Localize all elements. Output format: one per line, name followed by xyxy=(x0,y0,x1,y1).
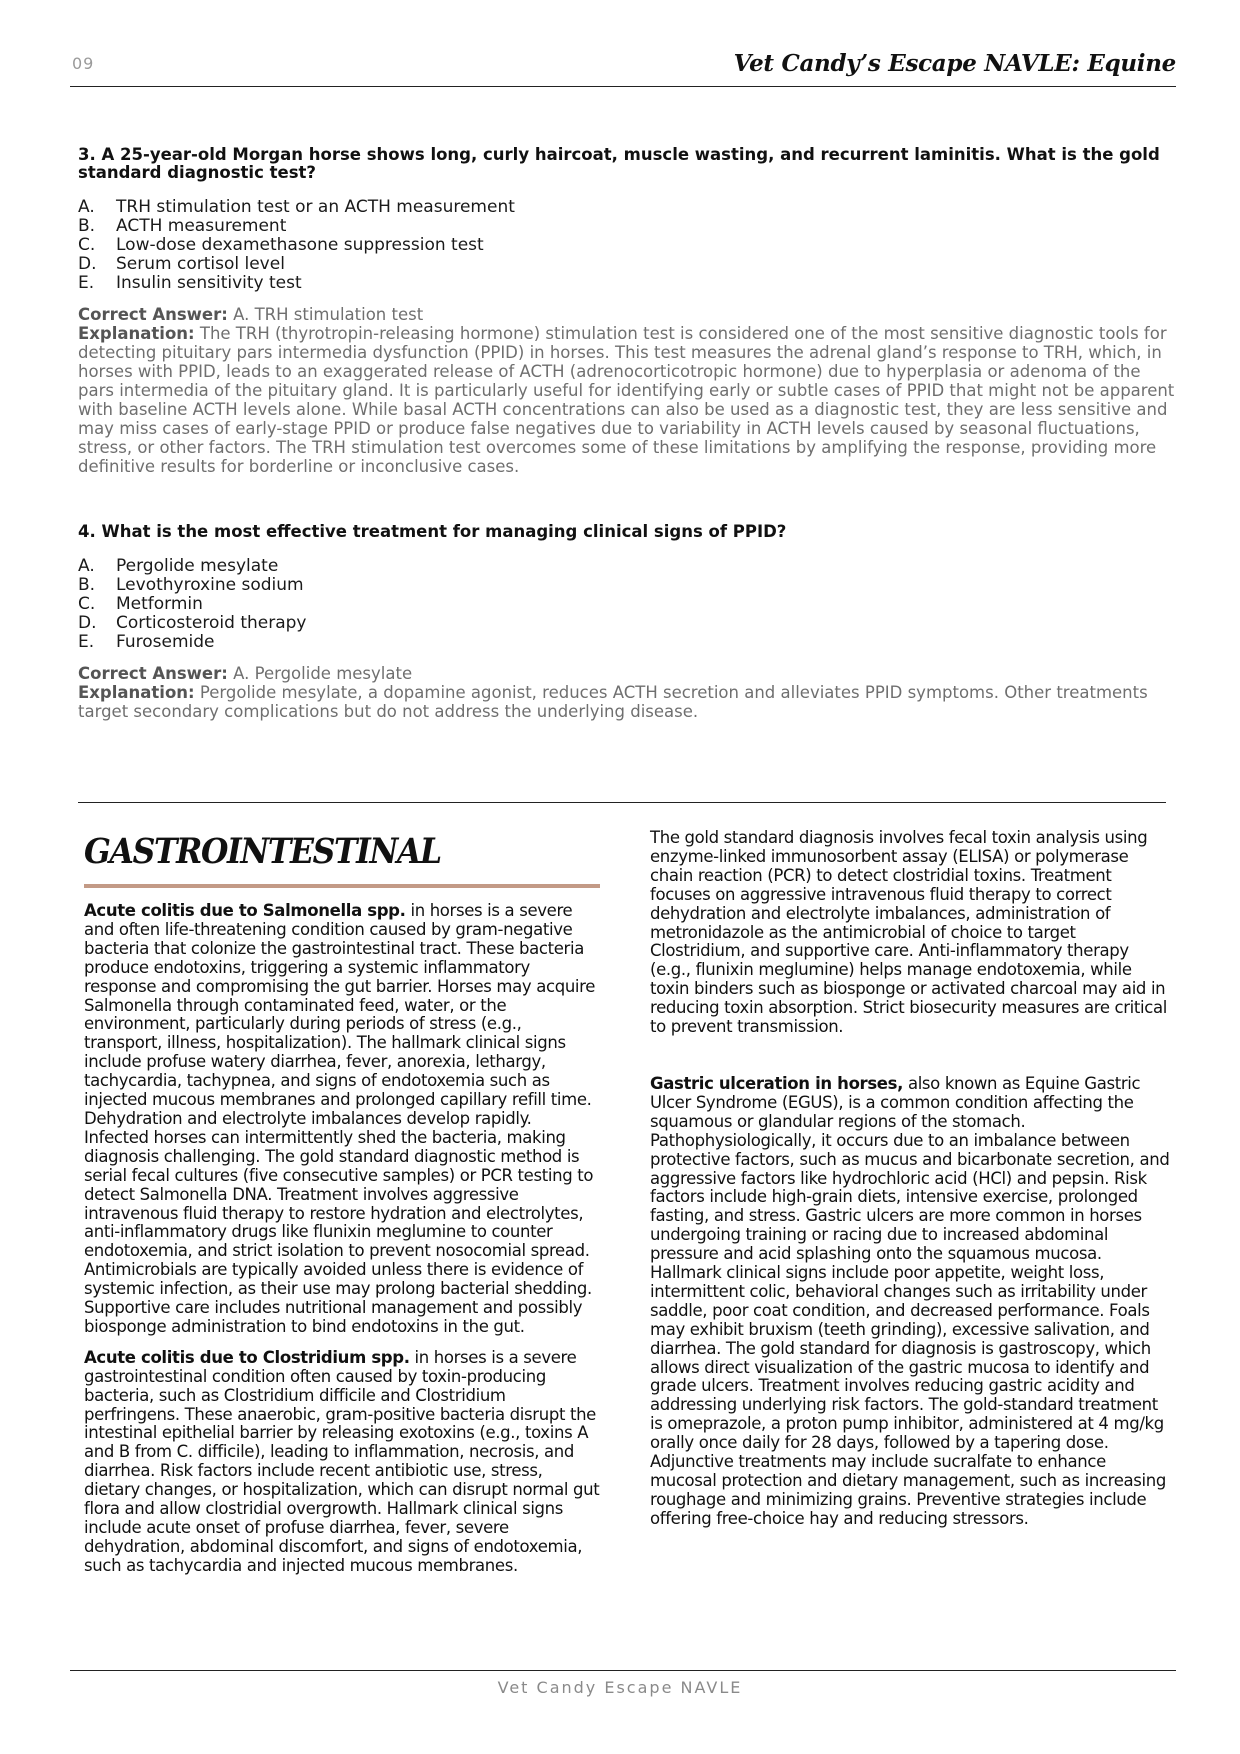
gastric-text: also known as Equine Gastric Ulcer Syndrome (EGUS), is a common condition affecting the squamous or glandular regions of the stomach. Pathophysiologically, it occurs due to an imbalance between protective factors, such as mucus and bicarbonate secretion, and aggressive factors like hydrochloric acid (HCl) and pepsin. Risk factors include high-grain diets, intensive exercise, prolonged fasting, and stress. Gastric ulcers are more common in horses undergoing training or racing due to increased abdominal pressure and acid splashing onto the squamous mucosa. Hallmark clinical signs include poor appetite, weight loss, intermittent colic, behavioral changes such as irritability under saddle, poor coat condition, and decreased performance. Foals may exhibit bruxism (teeth grinding), excessive salivation, and diarrhea. The gold standard for diagnosis is gastroscopy, which allows direct visualization of the gastric mucosa to identify and grade ulcers. Treatment involves reducing gastric acidity and addressing underlying risk factors. The gold-standard treatment is omeprazole, a proton pump inhibitor, administered at 4 mg/kg orally once daily for 28 days, followed by a tapering dose. Adjunctive treatments may include sucralfate to enhance mucosal protection and dietary management, such as increasing roughage and minimizing grains. Preventive strategies include offering free-choice hay and reducing stressors. xyxy=(650,1073,1170,1528)
explanation-text: Pergolide mesylate, a dopamine agonist, reduces ACTH secretion and alleviates PPID symptoms. Other treatments target secondary complications but do not address the underlying disease. xyxy=(78,683,1148,721)
option-text: Insulin sensitivity test xyxy=(116,273,302,293)
gastric-lead: Gastric ulceration in horses, xyxy=(650,1073,904,1093)
clostridium-continued-paragraph: The gold standard diagnosis involves fecal toxin analysis using enzyme-linked immunosorbent assay (ELISA) or polymerase chain reaction (PCR) to detect clostridial toxins. Treatment focuses on aggressive intravenous fluid therapy to correct dehydration and electrolyte imbalances, administration of metronidazole as the antimicrobial of choice to target Clostridium, and supportive care. Anti-inflammatory therapy (e.g., flunixin meglumine) helps manage endotoxemia, while toxin binders such as biosponge or activated charcoal may aid in reducing toxin absorption. Strict biosecurity measures are critical to prevent transmission. xyxy=(650,828,1167,1037)
explanation-label: Explanation: xyxy=(78,683,195,702)
option-item xyxy=(78,576,1178,595)
clostridium-lead: Acute colitis due to Clostridium spp. xyxy=(84,1347,410,1367)
answer-text: A. TRH stimulation test xyxy=(227,305,424,324)
option-item xyxy=(78,217,1178,236)
explanation xyxy=(78,683,1178,721)
page-number: 09 xyxy=(72,54,95,73)
option-item xyxy=(78,595,1178,614)
question-text: 3. A 25-year-old Morgan horse shows long, curly haircoat, muscle wasting, and recurrent laminitis. What is the gold standard diagnostic test? xyxy=(78,145,1160,182)
clostridium-paragraph xyxy=(84,1349,600,1576)
salmonella-paragraph xyxy=(84,902,600,1337)
option-text: ACTH measurement xyxy=(116,216,287,236)
option-letter: C. xyxy=(78,235,96,255)
option-text: Serum cortisol level xyxy=(116,254,285,274)
page-header xyxy=(70,50,1176,87)
explanation xyxy=(78,324,1178,476)
question-block xyxy=(78,146,1178,476)
salmonella-text: in horses is a severe and often life-threatening condition caused by gram-negative bacteria that colonize the gastrointestinal tract. These bacteria produce endotoxins, triggering a systemic inflammatory response and compromising the gut barrier. Horses may acquire Salmonella through contaminated feed, water, or the environment, particularly during periods of stress (e.g., transport, illness, hospitalization). The hallmark clinical signs include profuse watery diarrhea, fever, anorexia, lethargy, tachycardia, tachypnea, and signs of endotoxemia such as injected mucous membranes and prolonged capillary refill time. Dehydration and electrolyte imbalances develop rapidly. Infected horses can intermittently shed the bacteria, making diagnosis challenging. The gold standard diagnostic method is serial fecal cultures (five consecutive samples) or PCR testing to detect Salmonella DNA. Treatment involves aggressive intravenous fluid therapy to restore hydration and electrolytes, anti-inflammatory drugs like flunixin meglumine to counter endotoxemia, and strict isolation to prevent nosocomial spread. Antimicrobials are typically avoided unless there is evidence of systemic infection, as their use may prolong bacterial shedding. Supportive care includes nutritional management and possibly biosponge administration to bind endotoxins in the gut. xyxy=(84,901,596,1336)
option-letter: D. xyxy=(78,613,97,633)
option-letter: B. xyxy=(78,575,96,595)
option-item xyxy=(78,274,1178,293)
answer-text: A. Pergolide mesylate xyxy=(227,664,413,683)
answer-label: Correct Answer: xyxy=(78,664,228,683)
option-text: Pergolide mesylate xyxy=(116,556,279,576)
explanation-text: The TRH (thyrotropin-releasing hormone) stimulation test is considered one of the most sensitive diagnostic tools for detecting pituitary pars intermedia dysfunction (PPID) in horses. This test measures the adrenal gland’s response to TRH, which, in horses with PPID, leads to an exaggerated release of ACTH (adrenocorticotropic hormone) due to hyperplasia or adenoma of the pars intermedia of the pituitary gland. It is particularly useful for identifying early or subtle cases of PPID that might not be apparent with baseline ACTH levels alone. While basal ACTH concentrations can also be used as a diagnostic test, they are less sensitive and may miss cases of early-stage PPID or produce false negatives due to variability in ACTH levels caused by seasonal fluctuations, stress, or other factors. The TRH stimulation test overcomes some of these limitations by amplifying the response, providing more definitive results for borderline or inconclusive cases. xyxy=(78,324,1175,476)
right-column xyxy=(650,829,1170,1541)
footer-text: Vet Candy Escape NAVLE xyxy=(497,1678,743,1697)
option-letter: B. xyxy=(78,216,96,236)
option-text: Furosemide xyxy=(116,632,215,652)
option-item xyxy=(78,614,1178,633)
section-divider xyxy=(78,802,1166,803)
correct-answer xyxy=(78,664,1178,683)
option-letter: A. xyxy=(78,556,95,576)
option-letter: E. xyxy=(78,273,95,293)
option-letter: D. xyxy=(78,254,97,274)
clostridium-text: in horses is a severe gastrointestinal condition often caused by toxin-producing bacteria, such as Clostridium difficile and Clostridium perfringens. These anaerobic, gram-positive bacteria disrupt the intestinal epithelial barrier by releasing exotoxins (e.g., toxins A and B from C. difficile), leading to inflammation, necrosis, and diarrhea. Risk factors include recent antibiotic use, stress, dietary changes, or hospitalization, which can disrupt normal gut flora and allow clostridial overgrowth. Hallmark clinical signs include acute onset of profuse diarrhea, fever, severe dehydration, abdominal discomfort, and signs of endotoxemia, such as tachycardia and injected mucous membranes. xyxy=(84,1347,600,1575)
option-item xyxy=(78,198,1178,217)
option-item xyxy=(78,633,1178,652)
option-text: TRH stimulation test or an ACTH measurement xyxy=(116,197,515,217)
option-letter: C. xyxy=(78,594,96,614)
footer-rule xyxy=(70,1670,1176,1671)
answer-label: Correct Answer: xyxy=(78,305,228,324)
salmonella-lead: Acute colitis due to Salmonella spp. xyxy=(84,901,406,920)
section-title: GASTROINTESTINAL xyxy=(84,831,441,872)
option-item xyxy=(78,557,1178,576)
explanation-label: Explanation: xyxy=(78,324,195,343)
question-text: 4. What is the most effective treatment for managing clinical signs of PPID? xyxy=(78,522,787,541)
option-letter: E. xyxy=(78,632,95,652)
left-column xyxy=(84,832,600,1588)
option-text: Metformin xyxy=(116,594,203,614)
option-text: Low-dose dexamethasone suppression test xyxy=(116,235,484,255)
title-underline xyxy=(84,884,600,888)
options-list xyxy=(78,557,1178,652)
question-block xyxy=(78,523,1178,721)
book-title: Vet Candy’s Escape NAVLE: Equine xyxy=(733,50,1176,77)
correct-answer xyxy=(78,305,1178,324)
option-item xyxy=(78,255,1178,274)
option-item xyxy=(78,236,1178,255)
options-list xyxy=(78,198,1178,293)
option-text: Levothyroxine sodium xyxy=(116,575,304,595)
gastric-paragraph xyxy=(650,1075,1170,1529)
option-letter: A. xyxy=(78,197,95,217)
option-text: Corticosteroid therapy xyxy=(116,613,307,633)
